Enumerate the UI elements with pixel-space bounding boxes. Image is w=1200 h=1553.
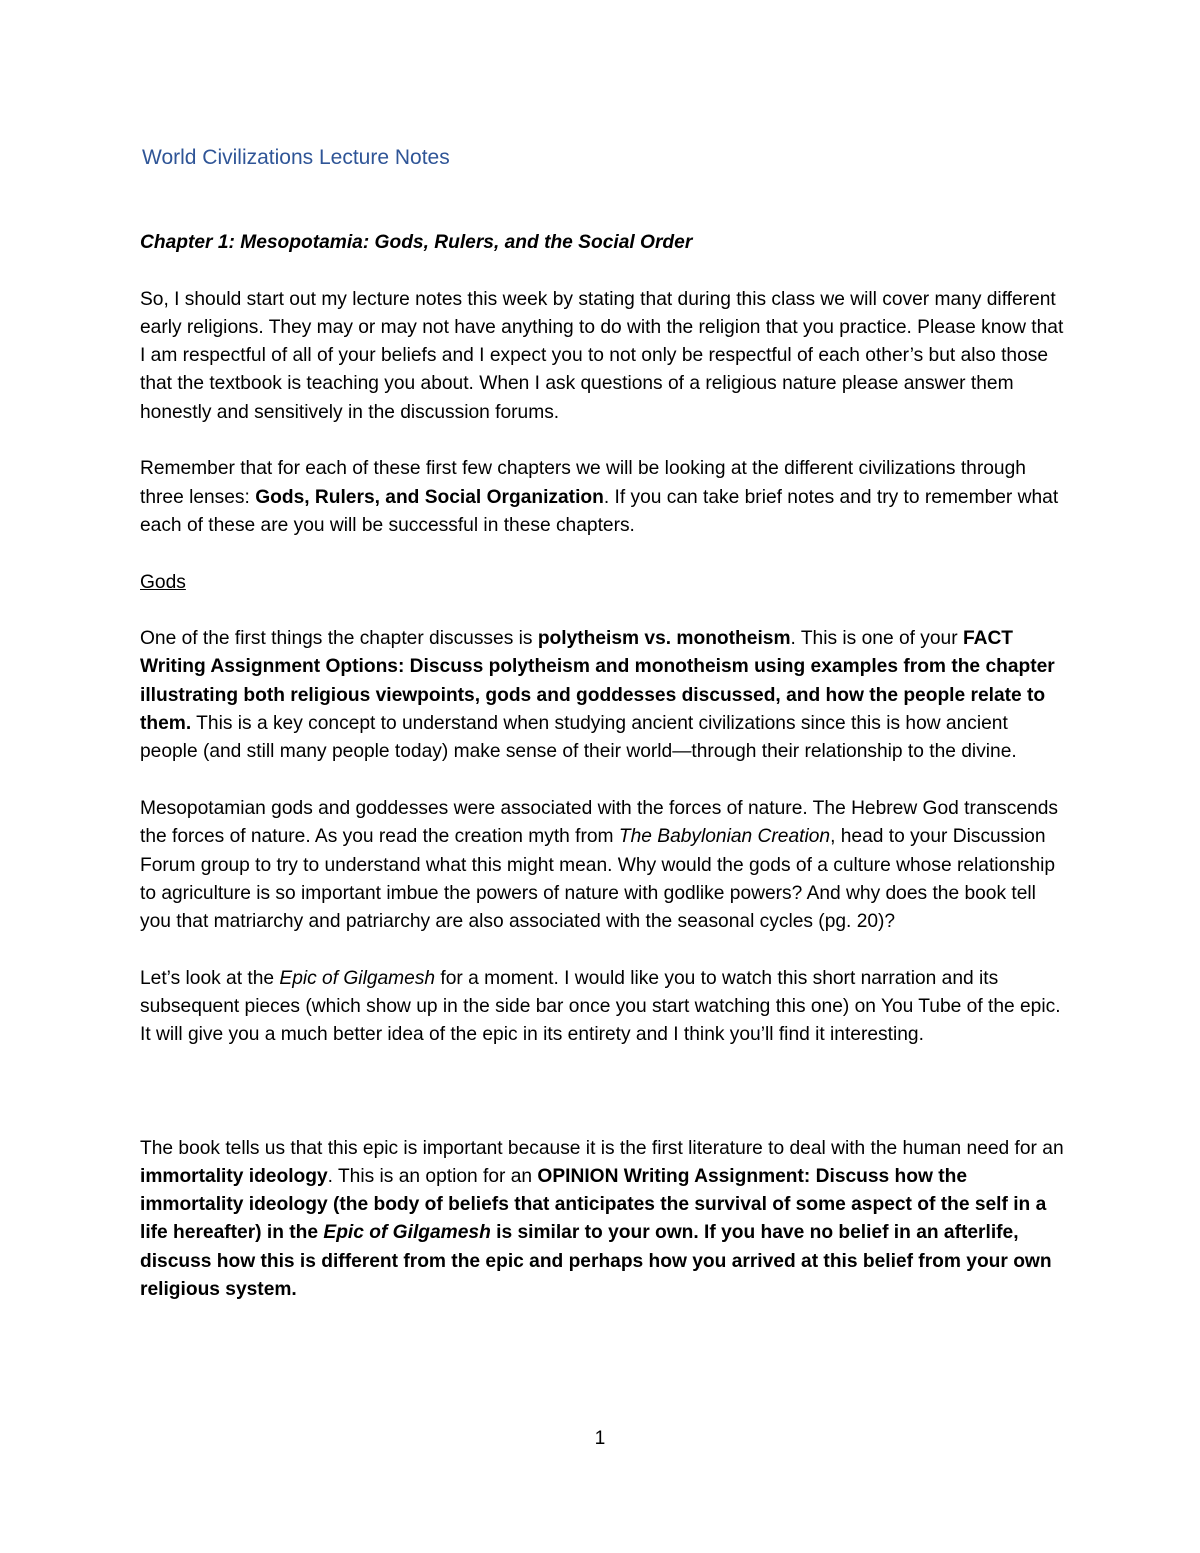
imm-bold-3: is similar to your own. If you have no belief in an afterlife, discuss how this is different from the epic and perhaps how you arrived at this belief from your own religious system. — [140, 1222, 1052, 1300]
meso-italic: The Babylonian Creation — [618, 826, 831, 848]
epic-text-2: for a moment. I would like you to watch this short narration and its subsequent pieces (which show up in the side bar once you start watching this one) on You Tube of the epic. It will give you a much better idea of the epic in its entirety and I think you’ll find it interesting. — [140, 967, 1061, 1046]
epic-paragraph — [140, 965, 1070, 1050]
lenses-paragraph — [140, 455, 1070, 540]
imm-bold-2: OPINION Writing Assignment: Discuss how the immortality ideology (the body of beliefs that anticipates the survival of some aspect of the self in a life hereafter) in the — [140, 1165, 1047, 1244]
imm-bold-italic: Epic of Gilgamesh — [323, 1222, 491, 1244]
meso-text-1: Mesopotamian gods and goddesses were associated with the forces of nature. The Hebrew God transcends the forces of nature. As you read the creation myth from — [140, 797, 1058, 848]
spacer — [140, 1078, 1070, 1135]
epic-italic: Epic of Gilgamesh — [279, 967, 436, 989]
imm-text-1: The book tells us that this epic is important because it is the first literature to deal with the human need for an — [140, 1137, 1064, 1159]
section-heading-gods: Gods — [140, 571, 186, 593]
lenses-bold: Gods, Rulers, and Social Organization — [255, 486, 604, 508]
imm-bold-1: immortality ideology — [140, 1165, 328, 1187]
imm-text-2: . This is an option for an — [327, 1165, 538, 1187]
meso-text-2: , head to your Discussion Forum group to try to understand what this might mean. Why would the gods of a culture whose relationship to agriculture is so important imbue the powers of nature with godlike powers? And why does the book tell you that matriarchy and patriarchy are also associated with the seasonal cycles (pg. 20)? — [140, 826, 1056, 933]
polytheism-paragraph — [140, 625, 1070, 766]
page-number: 1 — [594, 1428, 606, 1449]
lenses-text-1: Remember that for each of these first few chapters we will be looking at the different civilizations through three lenses: — [140, 458, 1026, 508]
document-body — [140, 229, 1070, 1333]
poly-text-3: This is a key concept to understand when studying ancient civilizations since this is how ancient people (and still many people today) make sense of their world—through their relationship to the divine. — [140, 713, 1017, 763]
lenses-text-2: . If you can take brief notes and try to remember what each of these are you will be successful in these chapters. — [140, 486, 1059, 536]
poly-bold-1: polytheism vs. monotheism — [537, 628, 791, 650]
chapter-heading: Chapter 1: Mesopotamia: Gods, Rulers, and the Social Order — [140, 232, 693, 253]
poly-bold-2: FACT Writing Assignment Options: Discuss polytheism and monotheism using examples from the chapter illustrating both religious viewpoints, gods and goddesses discussed, and how the people relate to them. — [140, 628, 1055, 735]
epic-text-1: Let’s look at the — [140, 967, 280, 989]
intro-paragraph: So, I should start out my lecture notes this week by stating that during this class we will cover many different early religions. They may or may not have anything to do with the religion that you practice. Please know that I am respectful of all of your beliefs and I expect you to not only be respectful of each other’s but also those that the textbook is teaching you about. When I ask questions of a religious nature please answer them honestly and sensitively in the discussion forums. — [140, 288, 1064, 423]
poly-text-2: . This is one of your — [790, 628, 963, 650]
mesopotamian-paragraph — [140, 795, 1070, 936]
immortality-paragraph — [140, 1135, 1070, 1305]
poly-text-1: One of the first things the chapter discusses is — [140, 628, 538, 650]
document-title: World Civilizations Lecture Notes — [142, 146, 450, 169]
